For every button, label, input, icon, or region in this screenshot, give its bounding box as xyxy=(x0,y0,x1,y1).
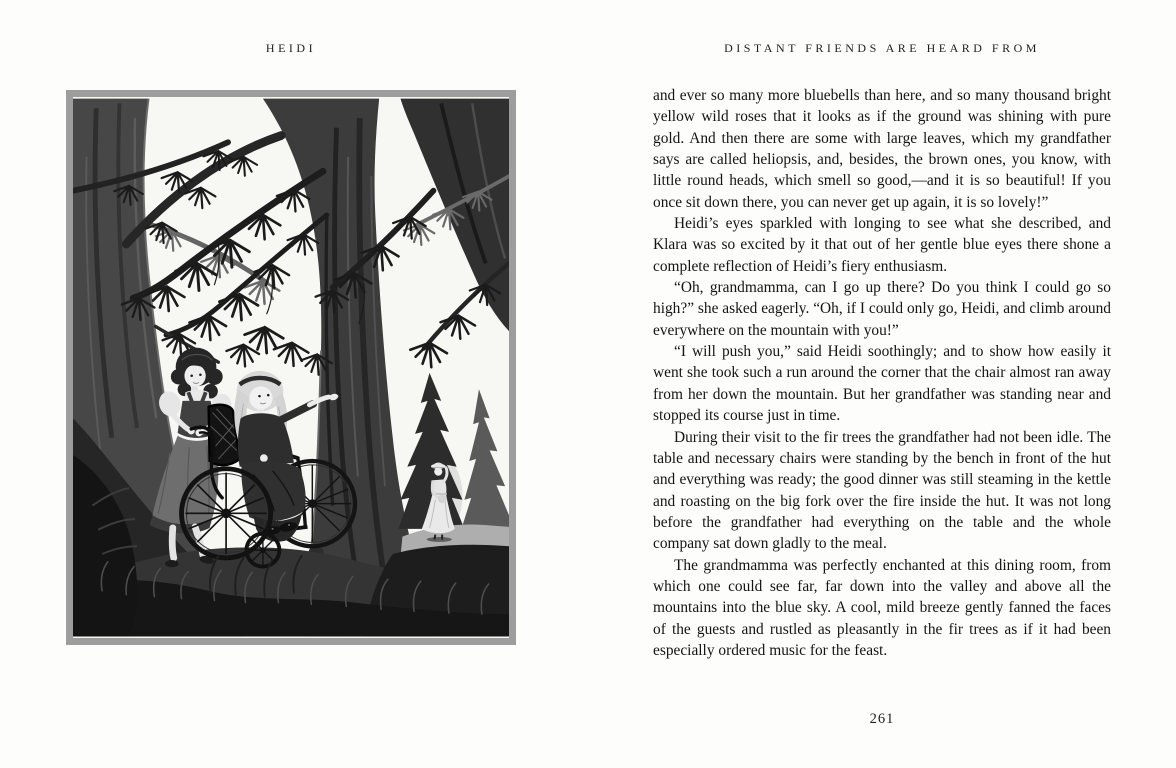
running-head-right: DISTANT FRIENDS ARE HEARD FROM xyxy=(724,41,1040,55)
forest-illustration xyxy=(66,90,516,645)
running-head-left: HEIDI xyxy=(265,41,317,55)
paragraph-4: “I will push you,” said Heidi soothingly; and to show how easily it went she took such a run around the corner that the chair almost ran away from her down the mountain. But her grandfather was standing near and stopped its course just in time. xyxy=(653,343,1111,425)
body-text xyxy=(653,85,1111,661)
page-number: 261 xyxy=(869,711,895,727)
paragraph-6: The grandmamma was perfectly enchanted at this dining room, from which one could see far, far down into the valley and above all the mountains into the blue sky. A cool, mild breeze gently fanned the faces of the guests and rustled as pleasantly in the fir trees as if it had been especially ordered music for the feast. xyxy=(653,556,1111,659)
paragraph-1: and ever so many more bluebells than here, and so many thousand bright yellow wild roses that it looks as if the ground was shining with pure gold. And then there are some with large leaves, which my grandfather says are called heliopsis, and, besides, the brown ones, you know, with little round heads, which smell so good,—and it is so beautiful! If you once sit down there, you can never get up again, it is so lovely!” xyxy=(653,87,1111,211)
paragraph-2: Heidi’s eyes sparkled with longing to see what she described, and Klara was so excited by it that out of her gentle blue eyes there shone a complete reflection of Heidi’s fiery enthusiasm. xyxy=(653,215,1111,275)
wheelchair-caster-wheel xyxy=(246,534,279,567)
paragraph-5: During their visit to the fir trees the grandfather had not been idle. The table and necessary chairs were standing by the bench in front of the hut and everything was ready; the good dinner was still steaming in the kettle and roasting on the big fork over the fire inside the hut. It was not long before the grandfather had everything on the table and the whole company sat down gladly to the meal. xyxy=(653,428,1111,553)
forest-illustration-svg xyxy=(73,97,509,638)
paragraph-3: “Oh, grandmamma, can I go up there? Do you think I could go so high?” she asked eagerly. “Oh, if I could only go, Heidi, and climb around everywhere on the mountain with you!” xyxy=(653,279,1111,339)
